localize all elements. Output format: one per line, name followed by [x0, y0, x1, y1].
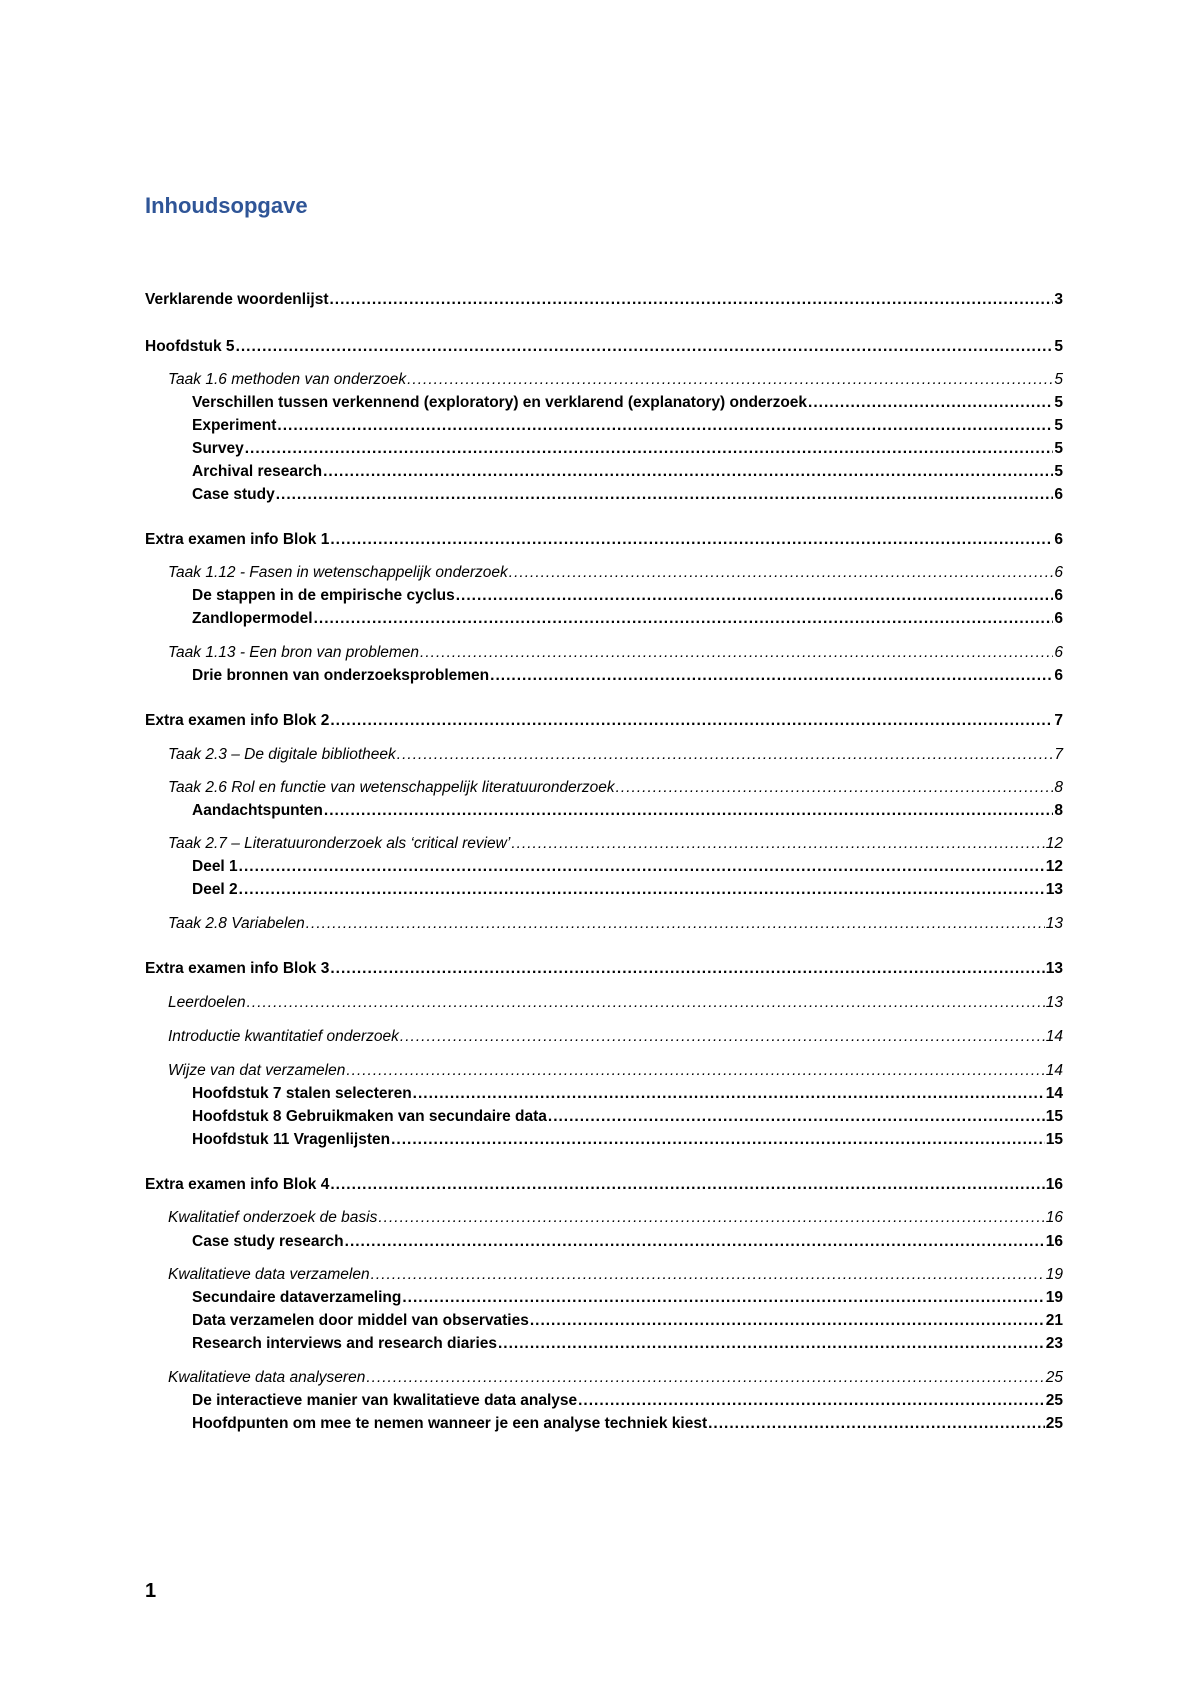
toc-entry-label: Verschillen tussen verkennend (exploratory) en verklarend (explanatory) onderzoek: [192, 394, 808, 411]
dot-leader: [407, 370, 1053, 390]
toc-entry[interactable]: [145, 745, 1063, 765]
toc-entry-label: Taak 1.12 - Fasen in wetenschappelijk onderzoek: [168, 564, 508, 581]
dot-leader: [808, 393, 1053, 413]
toc-entry-label: Drie bronnen van onderzoeksproblemen: [192, 667, 490, 684]
dot-leader: [239, 857, 1045, 877]
toc-entry-label: De interactieve manier van kwalitatieve data analyse: [192, 1392, 578, 1409]
toc-entry-page-number: 5: [1054, 371, 1063, 388]
toc-entry-label: Taak 2.6 Rol en functie van wetenschappelijk literatuuronderzoek: [168, 779, 615, 796]
dot-leader: [391, 1130, 1045, 1150]
toc-entry-page-number: 6: [1054, 564, 1063, 581]
toc-entry-label: Kwalitatief onderzoek de basis: [168, 1209, 378, 1226]
dot-leader: [236, 337, 1054, 357]
dot-leader: [239, 880, 1045, 900]
toc-entry[interactable]: [145, 485, 1063, 505]
dot-leader: [420, 643, 1053, 663]
dot-leader: [330, 530, 1053, 550]
toc-entry[interactable]: [145, 1208, 1063, 1228]
toc-entry[interactable]: [145, 834, 1063, 854]
toc-entry-label: Taak 1.6 methoden van onderzoek: [168, 371, 407, 388]
toc-entry-label: Survey: [192, 440, 244, 457]
toc-entry[interactable]: [145, 1311, 1063, 1331]
toc-entry-label: Extra examen info Blok 3: [145, 960, 330, 977]
toc-entry-page-number: 8: [1054, 779, 1063, 796]
toc-entry[interactable]: [145, 563, 1063, 583]
toc-entry-label: Hoofdstuk 7 stalen selecteren: [192, 1085, 412, 1102]
dot-leader: [578, 1391, 1045, 1411]
dot-leader: [245, 439, 1054, 459]
toc-entry-page-number: 6: [1054, 531, 1063, 548]
toc-entry[interactable]: [145, 1107, 1063, 1127]
toc-entry[interactable]: [145, 1391, 1063, 1411]
toc-entry-label: Experiment: [192, 417, 277, 434]
toc-entry-page-number: 6: [1054, 667, 1063, 684]
toc-entry-label: Deel 1: [192, 858, 238, 875]
toc-entry[interactable]: [145, 1175, 1063, 1195]
toc-entry-label: Zandlopermodel: [192, 610, 313, 627]
toc-entry-page-number: 25: [1045, 1415, 1063, 1432]
toc-entry-label: Taak 2.8 Variabelen: [168, 915, 305, 932]
toc-entry-page-number: 7: [1054, 746, 1063, 763]
dot-leader: [276, 485, 1054, 505]
toc-entry-page-number: 14: [1045, 1028, 1063, 1045]
dot-leader: [616, 778, 1054, 798]
dot-leader: [277, 416, 1053, 436]
dot-leader: [314, 609, 1054, 629]
toc-entry-page-number: 15: [1045, 1108, 1063, 1125]
toc-entry-page-number: 13: [1045, 960, 1063, 977]
toc-entry[interactable]: [145, 1027, 1063, 1047]
dot-leader: [323, 462, 1053, 482]
toc-entry-page-number: 16: [1045, 1176, 1063, 1193]
toc-entry-label: De stappen in de empirische cyclus: [192, 587, 455, 604]
toc-entry-page-number: 3: [1054, 291, 1063, 308]
toc-entry-page-number: 25: [1045, 1392, 1063, 1409]
toc-entry-page-number: 5: [1054, 394, 1063, 411]
toc-entry-label: Extra examen info Blok 1: [145, 531, 330, 548]
toc-entry-page-number: 21: [1045, 1312, 1063, 1329]
toc-entry[interactable]: [145, 462, 1063, 482]
toc-entry[interactable]: [145, 711, 1063, 731]
toc-entry-page-number: 25: [1045, 1369, 1063, 1386]
toc-entry-label: Hoofdstuk 11 Vragenlijsten: [192, 1131, 391, 1148]
toc-entry[interactable]: [145, 370, 1063, 390]
toc-entry-page-number: 6: [1054, 486, 1063, 503]
toc-entry[interactable]: [145, 1061, 1063, 1081]
dot-leader: [247, 993, 1045, 1013]
toc-entry[interactable]: [145, 801, 1063, 821]
toc-entry[interactable]: [145, 1130, 1063, 1150]
toc-entry[interactable]: [145, 857, 1063, 877]
toc-entry-label: Extra examen info Blok 4: [145, 1176, 330, 1193]
toc-entry-page-number: 8: [1054, 802, 1063, 819]
toc-entry[interactable]: [145, 880, 1063, 900]
toc-entry[interactable]: [145, 1414, 1063, 1434]
dot-leader: [330, 959, 1044, 979]
toc-entry-label: Case study research: [192, 1233, 344, 1250]
toc-entry-page-number: 5: [1054, 338, 1063, 355]
toc-entry[interactable]: [145, 393, 1063, 413]
toc-entry-label: Kwalitatieve data verzamelen: [168, 1266, 370, 1283]
toc-entry-page-number: 23: [1045, 1335, 1063, 1352]
toc-entry[interactable]: [145, 666, 1063, 686]
dot-leader: [490, 666, 1053, 686]
toc-entry-page-number: 7: [1054, 712, 1063, 729]
toc-entry-label: Kwalitatieve data analyseren: [168, 1369, 366, 1386]
dot-leader: [402, 1288, 1044, 1308]
toc-entry-label: Hoofdpunten om mee te nemen wanneer je een analyse techniek kiest: [192, 1415, 708, 1432]
dot-leader: [345, 1232, 1045, 1252]
toc-entry-page-number: 15: [1045, 1131, 1063, 1148]
toc-entry-page-number: 6: [1054, 610, 1063, 627]
dot-leader: [397, 745, 1054, 765]
toc-entry-page-number: 14: [1045, 1085, 1063, 1102]
toc-entry-page-number: 13: [1045, 881, 1063, 898]
dot-leader: [330, 711, 1053, 731]
toc-entry-label: Verklarende woordenlijst: [145, 291, 329, 308]
toc-entry-label: Taak 2.7 – Literatuuronderzoek als ‘critical review’: [168, 835, 511, 852]
toc-entry-label: Archival research: [192, 463, 323, 480]
dot-leader: [456, 586, 1054, 606]
dot-leader: [306, 914, 1045, 934]
toc-entry-label: Taak 1.13 - Een bron van problemen: [168, 644, 420, 661]
dot-leader: [366, 1368, 1044, 1388]
toc-entry-label: Hoofdstuk 5: [145, 338, 235, 355]
dot-leader: [498, 1334, 1045, 1354]
toc-entry-page-number: 13: [1045, 994, 1063, 1011]
toc-entry-label: Secundaire dataverzameling: [192, 1289, 402, 1306]
dot-leader: [511, 834, 1044, 854]
toc-entry-page-number: 14: [1045, 1062, 1063, 1079]
toc-entry-label: Extra examen info Blok 2: [145, 712, 330, 729]
toc-entry-page-number: 5: [1054, 463, 1063, 480]
toc-entry[interactable]: [145, 778, 1063, 798]
toc-entry-page-number: 12: [1045, 858, 1063, 875]
toc-entry[interactable]: [145, 337, 1063, 357]
toc-entry[interactable]: [145, 959, 1063, 979]
toc-entry-label: Deel 2: [192, 881, 238, 898]
toc-entry[interactable]: [145, 1288, 1063, 1308]
page-number: 1: [145, 1580, 157, 1602]
toc-entry[interactable]: [145, 643, 1063, 663]
toc-entry-page-number: 13: [1045, 915, 1063, 932]
toc-entry-page-number: 5: [1054, 417, 1063, 434]
toc-entry-page-number: 6: [1054, 587, 1063, 604]
toc-entry-label: Research interviews and research diaries: [192, 1335, 497, 1352]
dot-leader: [346, 1061, 1044, 1081]
toc-entry-page-number: 5: [1054, 440, 1063, 457]
toc-entry[interactable]: [145, 1265, 1063, 1285]
toc-entry[interactable]: [145, 290, 1063, 310]
toc-entry[interactable]: [145, 1368, 1063, 1388]
toc-entry[interactable]: [145, 439, 1063, 459]
toc-entry[interactable]: [145, 1084, 1063, 1104]
dot-leader: [548, 1107, 1045, 1127]
dot-leader: [509, 563, 1054, 583]
toc-entry-page-number: 16: [1045, 1209, 1063, 1226]
toc-entry-label: Case study: [192, 486, 275, 503]
toc-entry-page-number: 19: [1045, 1289, 1063, 1306]
toc-entry-label: Aandachtspunten: [192, 802, 323, 819]
toc-entry-page-number: 19: [1045, 1266, 1063, 1283]
dot-leader: [330, 1175, 1044, 1195]
toc-entry[interactable]: [145, 586, 1063, 606]
dot-leader: [400, 1027, 1045, 1047]
toc-entry-page-number: 12: [1045, 835, 1063, 852]
dot-leader: [530, 1311, 1045, 1331]
toc-entry-label: Hoofdstuk 8 Gebruikmaken van secundaire data: [192, 1108, 547, 1125]
dot-leader: [708, 1414, 1045, 1434]
toc-entry[interactable]: [145, 1232, 1063, 1252]
toc-entry[interactable]: [145, 993, 1063, 1013]
toc-entry[interactable]: [145, 914, 1063, 934]
toc-entry-label: Wijze van dat verzamelen: [168, 1062, 346, 1079]
dot-leader: [413, 1084, 1045, 1104]
toc-entry[interactable]: [145, 1334, 1063, 1354]
dot-leader: [371, 1265, 1045, 1285]
dot-leader: [378, 1208, 1044, 1228]
toc-entry[interactable]: [145, 416, 1063, 436]
toc-title: Inhoudsopgave: [145, 193, 308, 218]
dot-leader: [329, 290, 1053, 310]
toc-entry-page-number: 6: [1054, 644, 1063, 661]
toc-entry-page-number: 16: [1045, 1233, 1063, 1250]
toc-entry-label: Data verzamelen door middel van observaties: [192, 1312, 529, 1329]
toc-entry[interactable]: [145, 609, 1063, 629]
toc-entry-label: Leerdoelen: [168, 994, 246, 1011]
toc-entry-label: Taak 2.3 – De digitale bibliotheek: [168, 746, 396, 763]
toc-entry-label: Introductie kwantitatief onderzoek: [168, 1028, 399, 1045]
toc-entry[interactable]: [145, 530, 1063, 550]
dot-leader: [324, 801, 1053, 821]
